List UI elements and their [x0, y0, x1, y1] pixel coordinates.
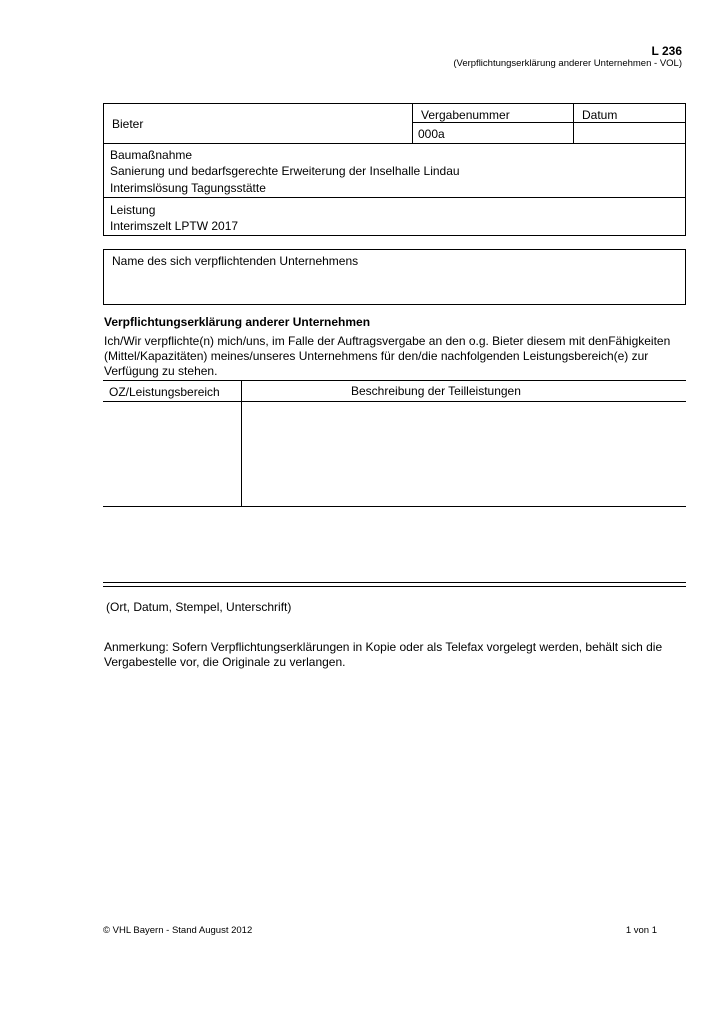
note-line2: Vergabestelle vor, die Originale zu verlangen.: [104, 655, 346, 669]
signature-line-2: [103, 586, 686, 587]
info-table-divider-h1: [412, 122, 686, 123]
services-table-header-bottom: [103, 401, 686, 402]
leistung-label: Leistung: [110, 203, 156, 217]
note-text: [104, 640, 694, 670]
declaration-line3: Verfügung zu stehen.: [104, 364, 218, 378]
baumassnahme-label: Baumaßnahme: [110, 148, 193, 162]
vergabenummer-label: Vergabenummer: [421, 108, 510, 122]
services-table-bottom: [103, 506, 686, 507]
services-table-divider: [241, 380, 242, 506]
company-label: Name des sich verpflichtenden Unternehmens: [112, 254, 359, 268]
leistung-value: Interimszelt LPTW 2017: [110, 219, 239, 233]
info-table-divider-v1: [412, 103, 413, 144]
signature-line-1: [103, 582, 686, 583]
declaration-line1: Ich/Wir verpflichte(n) mich/uns, im Falle der Auftragsvergabe an den o.g. Bieter diesem mit denFähigkeiten: [104, 334, 671, 348]
declaration-line2: (Mittel/Kapazitäten) meines/unseres Unternehmens für den/die nachfolgenden Leistungsbereich(e) zur: [104, 349, 649, 363]
vergabenummer-value: 000a: [418, 127, 445, 141]
declaration-title: Verpflichtungserklärung anderer Unternehmen: [104, 315, 371, 329]
document-id: L 236: [651, 44, 682, 58]
bieter-label: Bieter: [112, 117, 144, 131]
info-table-divider-h2: [103, 143, 686, 144]
datum-label: Datum: [582, 108, 618, 122]
note-line1: Anmerkung: Sofern Verpflichtungserklärungen in Kopie oder als Telefax vorgelegt werden, behält sich die: [104, 640, 663, 654]
footer-page-number: 1 von 1: [625, 925, 657, 936]
services-col1-header: OZ/Leistungsbereich: [109, 385, 220, 399]
document-subtitle: (Verpflichtungserklärung anderer Unternehmen - VOL): [453, 58, 682, 69]
services-table-top: [103, 380, 686, 381]
declaration-text: [104, 334, 694, 379]
baumassnahme-line1: Sanierung und bedarfsgerechte Erweiterung der Inselhalle Lindau: [110, 164, 460, 178]
info-table-divider-h3: [103, 197, 686, 198]
services-col2-header: Beschreibung der Teilleistungen: [351, 384, 521, 398]
signature-label: (Ort, Datum, Stempel, Unterschrift): [106, 600, 292, 614]
footer-copyright: © VHL Bayern - Stand August 2012: [103, 925, 253, 936]
baumassnahme-line2: Interimslösung Tagungsstätte: [110, 181, 266, 195]
info-table-divider-v2: [573, 103, 574, 144]
